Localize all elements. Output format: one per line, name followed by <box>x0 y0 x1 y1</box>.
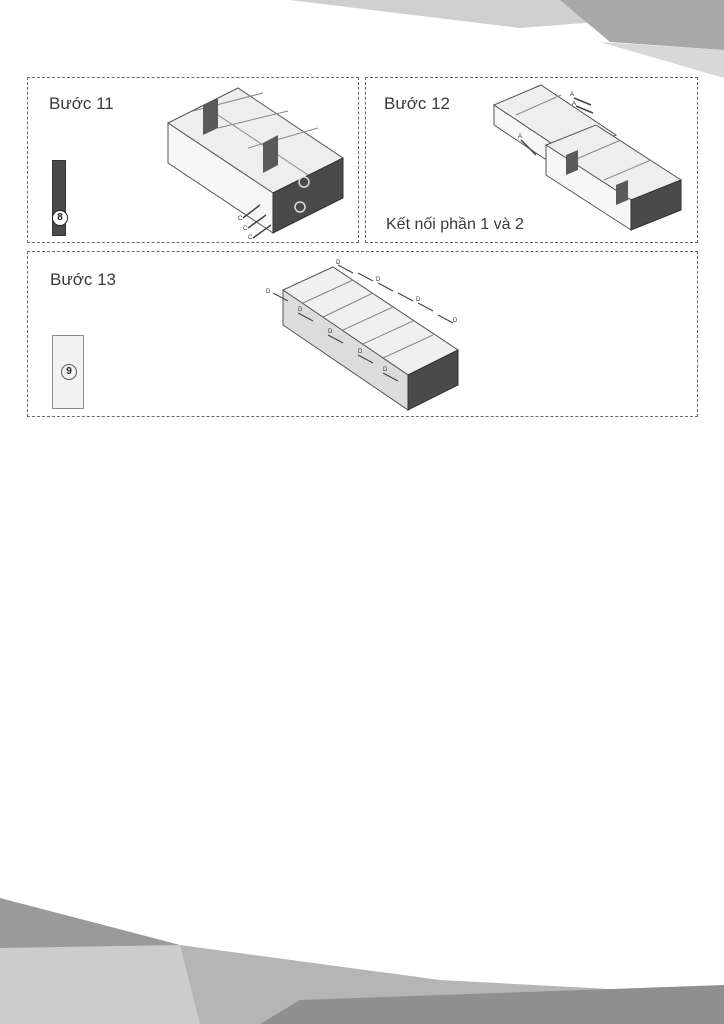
fastener-label: D <box>328 329 333 335</box>
part-8-panel <box>52 160 66 236</box>
fastener-label: C <box>238 216 243 222</box>
fastener-label: D <box>336 260 341 266</box>
fastener-label: D <box>383 367 388 373</box>
part-number-badge: 9 <box>61 364 77 380</box>
top-decoration-shape <box>560 0 724 50</box>
step-13-panel <box>27 251 698 417</box>
step-title: Bước 11 <box>49 94 114 113</box>
fastener-label: D <box>358 349 363 355</box>
step-11-panel <box>27 77 359 243</box>
fastener-label: D <box>453 318 458 324</box>
fastener-label: C <box>243 226 248 232</box>
step-12-panel <box>365 77 698 243</box>
fastener-label: C <box>248 235 253 241</box>
fastener-label: A <box>572 101 577 107</box>
step-11-diagram <box>158 83 358 243</box>
fastener-label: D <box>298 307 303 313</box>
step-title: Bước 13 <box>50 270 116 289</box>
fastener-label: D <box>376 277 381 283</box>
step-title: Bước 12 <box>384 94 450 113</box>
part-9-panel <box>52 335 84 409</box>
fastener-label: D <box>416 297 421 303</box>
fastener-label: D <box>266 289 271 295</box>
fastener-label: A <box>518 134 523 140</box>
step-12-diagram <box>486 80 691 240</box>
fastener-label: A <box>570 92 575 98</box>
part-number-badge: 8 <box>52 210 68 226</box>
step-caption: Kết nối phần 1 và 2 <box>386 216 524 233</box>
step-13-diagram <box>258 255 498 415</box>
